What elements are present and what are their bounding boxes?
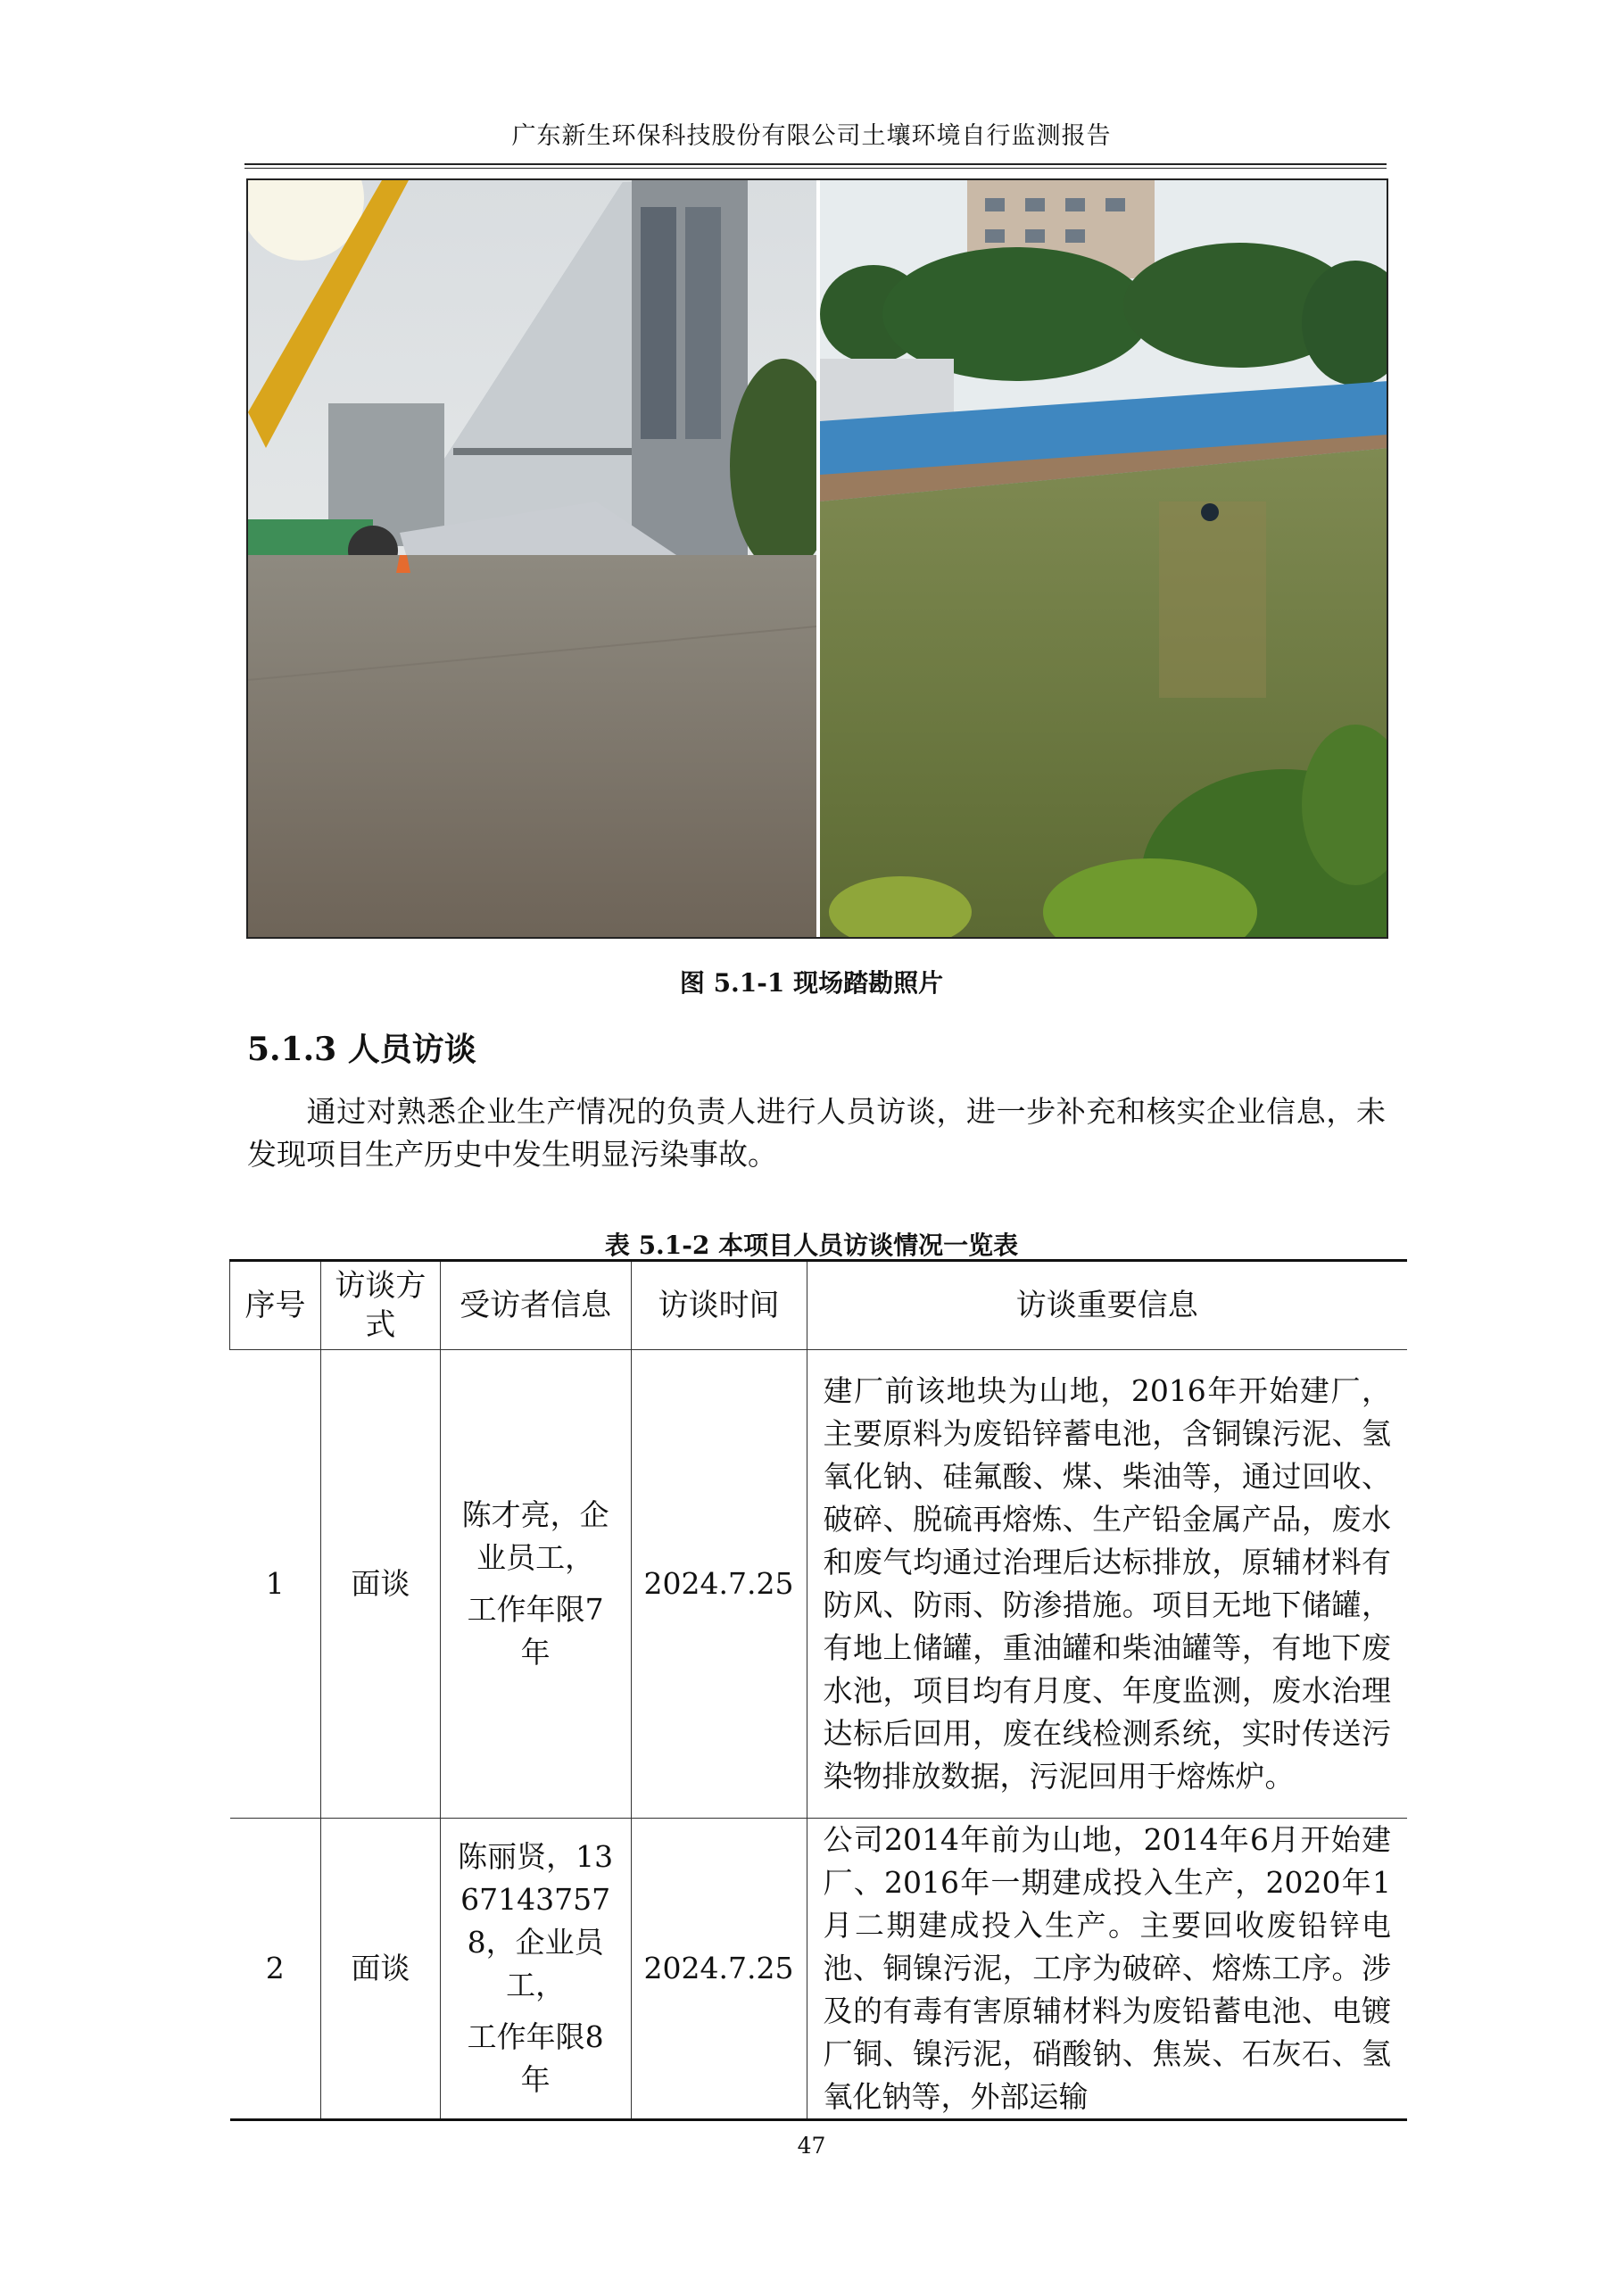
header-date: 访谈时间 bbox=[631, 1261, 807, 1350]
wastewater-pond-photo bbox=[820, 180, 1388, 937]
table-title: 表 5.1-2 本项目人员访谈情况一览表 bbox=[604, 1231, 1019, 1260]
header-no: 序号 bbox=[230, 1261, 321, 1350]
row-info: 建厂前该地块为山地，2016年开始建厂，主要原料为废铅锌蓄电池，含铜镍污泥、氢氧化钠、硅氟酸、煤、柴油等，通过回收、破碎、脱硫再熔炼、生产铅金属产品，废水和废气均通过治理后达标排放，原辅材料有防风、防雨、防渗措施。项目无地下储罐，有地上储罐，重油罐和柴油罐等，有地下废水池，项目均有月度、年度监测，废水治理达标后回用，废在线检测系统，实时传送污染物排放数据，污泥回用于熔炼炉。 bbox=[807, 1350, 1407, 1819]
factory-building-photo bbox=[248, 180, 816, 937]
page-number: 47 bbox=[797, 2133, 826, 2159]
section-paragraph bbox=[247, 1090, 1386, 1176]
section-heading: 5.1.3 人员访谈 bbox=[247, 1031, 476, 1068]
table-row bbox=[230, 1819, 1408, 2120]
row-no: 1 bbox=[230, 1350, 321, 1819]
row-interviewee bbox=[440, 1819, 631, 2120]
table-header-row bbox=[230, 1261, 1408, 1350]
row-method: 面谈 bbox=[320, 1350, 440, 1819]
site-photos-frame bbox=[246, 178, 1388, 939]
interviewee-tenure: 工作年限8年 bbox=[467, 2019, 604, 2097]
row-interviewee bbox=[440, 1350, 631, 1819]
interviewee-name: 陈丽贤，13671437578，企业员工， bbox=[458, 1839, 614, 2002]
report-header-title: 广东新生环保科技股份有限公司土壤环境自行监测报告 bbox=[511, 122, 1112, 150]
row-no: 2 bbox=[230, 1819, 321, 2120]
header-rule-thin bbox=[244, 168, 1387, 169]
header-info: 访谈重要信息 bbox=[807, 1261, 1407, 1350]
interviewee-name: 陈才亮，企业员工， bbox=[461, 1497, 609, 1575]
paragraph-text: 通过对熟悉企业生产情况的负责人进行人员访谈，进一步补充和核实企业信息，未发现项目生产历史中发生明显污染事故。 bbox=[247, 1094, 1386, 1172]
header-rule bbox=[244, 163, 1387, 165]
header-interviewee: 受访者信息 bbox=[440, 1261, 631, 1350]
row-info: 公司2014年前为山地，2014年6月开始建厂、2016年一期建成投入生产，2020年1月二期建成投入生产。主要回收废铅锌电池、铜镍污泥，工序为破碎、熔炼工序。涉及的有毒有害原辅材料为废铅蓄电池、电镀厂铜、镍污泥，硝酸钠、焦炭、石灰石、氢氧化钠等，外部运输 bbox=[807, 1819, 1407, 2120]
interviewee-tenure: 工作年限7年 bbox=[467, 1592, 604, 1670]
header-method: 访谈方式 bbox=[320, 1261, 440, 1350]
figure-caption: 图 5.1-1 现场踏勘照片 bbox=[679, 968, 944, 998]
interview-table bbox=[229, 1259, 1407, 2121]
row-method: 面谈 bbox=[320, 1819, 440, 2120]
row-date: 2024.7.25 bbox=[631, 1819, 807, 2120]
row-date: 2024.7.25 bbox=[631, 1350, 807, 1819]
table-row bbox=[230, 1350, 1408, 1819]
